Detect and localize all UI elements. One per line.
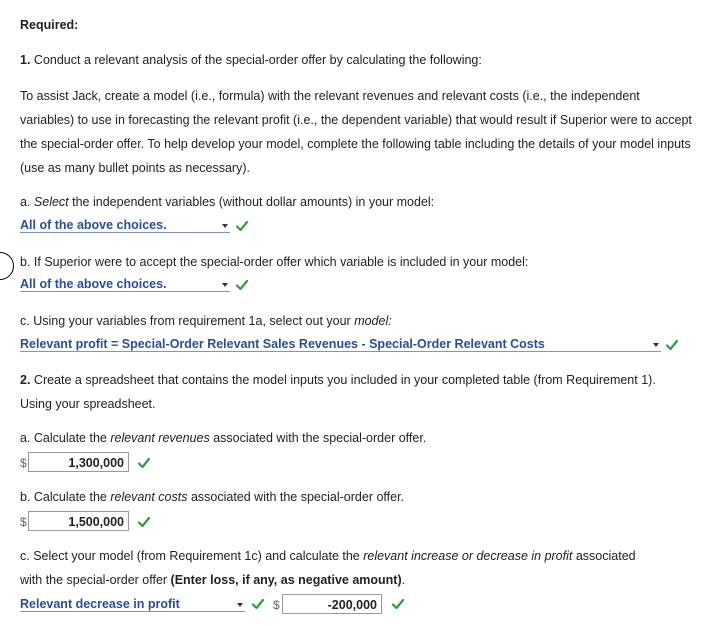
req2c-rest: associated (572, 549, 636, 563)
req2c-italic: relevant increase or decrease in profit (363, 549, 573, 563)
req2c-prompt (20, 549, 636, 563)
req2b-input[interactable]: 1,500,000 (28, 511, 129, 531)
req2c-line2-bold: (Enter loss, if any, as negative amount) (170, 573, 402, 587)
req1b-selected: All of the above choices. (20, 277, 167, 291)
chevron-down-icon (222, 283, 228, 287)
req2c-dropdown[interactable] (20, 597, 245, 612)
req1c-dropdown[interactable] (20, 337, 661, 352)
checkmark-icon (235, 219, 249, 233)
req2c-prefix: c. Select your model (from Requirement 1c) and calculate the (20, 549, 364, 563)
req1-intro: To assist Jack, create a model (i.e., formula) with the relevant revenues and relevant costs (i.e., the independent variables) to use in forecasting the relevant profit (i.e., the dependent variable) that would result if Superior were to accept the special-order offer. To help develop your model, complete the following table including the details of your model inputs (use as many bullet points as necessary). (20, 89, 692, 175)
side-marker-circle (0, 252, 14, 280)
chevron-down-icon (222, 224, 228, 228)
req2a-input[interactable]: 1,300,000 (28, 452, 129, 472)
req1a-dropdown[interactable] (20, 218, 230, 233)
req1a-prompt (20, 195, 434, 209)
req1a-rest: the independent variables (without dollar amounts) in your model: (68, 195, 435, 209)
req2a-prompt (20, 431, 426, 445)
req2b-prompt (20, 490, 404, 504)
checkmark-icon (251, 597, 265, 611)
chevron-down-icon (653, 343, 659, 347)
req2c-selected: Relevant decrease in profit (20, 597, 180, 611)
req2a-italic: relevant revenues (110, 431, 210, 445)
req2c-input[interactable]: -200,000 (282, 594, 382, 614)
req2b-currency: $ (20, 515, 27, 529)
req2b-prefix: b. Calculate the (20, 490, 111, 504)
req1c-selected: Relevant profit = Special-Order Relevant Sales Revenues - Special-Order Relevant Costs (20, 337, 545, 351)
req1-text: Conduct a relevant analysis of the special-order offer by calculating the following: (33, 53, 482, 67)
req1b-prompt: b. If Superior were to accept the special-order offer which variable is included in your model: (20, 255, 529, 269)
req2a-currency: $ (20, 456, 27, 470)
chevron-down-icon (237, 603, 243, 607)
req2a-rest: associated with the special-order offer. (209, 431, 427, 445)
req1a-prefix: a. (20, 195, 34, 209)
checkmark-icon (391, 597, 405, 611)
req1c-italic: model: (354, 314, 392, 328)
req2c-prompt-line2 (20, 573, 405, 587)
req1a-selected: All of the above choices. (20, 218, 167, 232)
checkmark-icon (235, 278, 249, 292)
req2c-currency: $ (273, 598, 280, 612)
checkmark-icon (137, 456, 151, 470)
req2-text: Create a spreadsheet that contains the model inputs you included in your completed table (from Requirement 1). Using your spreadsheet. (20, 373, 656, 411)
checkmark-icon (137, 515, 151, 529)
checkmark-icon (665, 338, 679, 352)
req1c-prefix: c. Using your variables from requirement 1a, select out your (20, 314, 355, 328)
req2a-prefix: a. Calculate the (20, 431, 111, 445)
required-heading: Required: (20, 18, 79, 32)
req2-number: 2. (20, 373, 31, 387)
req1-number: 1. (20, 53, 31, 67)
req2-title (20, 368, 660, 416)
req1c-prompt (20, 314, 392, 328)
req2c-line2-suffix: . (401, 573, 406, 587)
req2c-line2-prefix: with the special-order offer (20, 573, 171, 587)
req2b-rest: associated with the special-order offer. (187, 490, 405, 504)
req1a-italic: Select (33, 195, 69, 209)
req1-title (20, 53, 482, 67)
req1b-dropdown[interactable] (20, 277, 230, 292)
req2b-italic: relevant costs (110, 490, 188, 504)
